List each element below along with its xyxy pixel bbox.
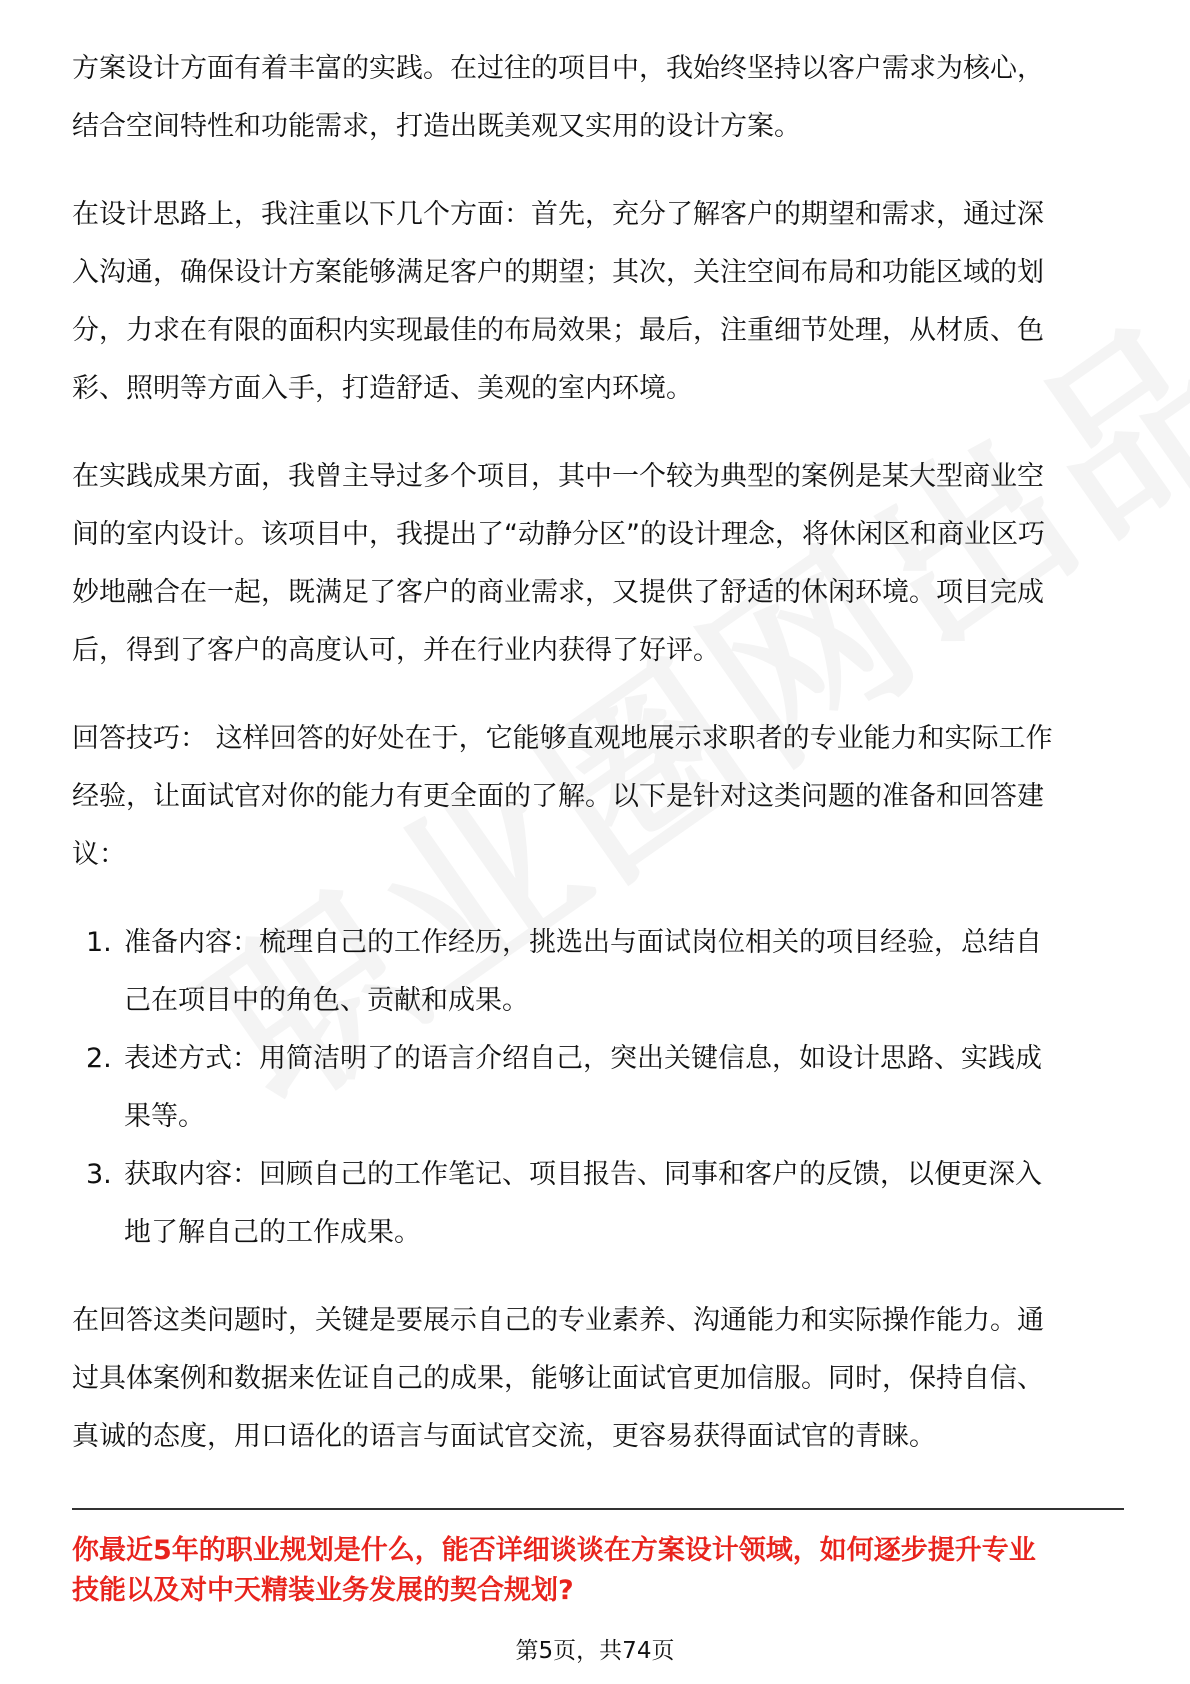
list-number: 2. — [86, 1043, 112, 1074]
next-question — [72, 1531, 1122, 1611]
list-item — [72, 914, 1122, 1030]
paragraph-design-approach — [72, 186, 1122, 418]
text-line: 议： — [72, 839, 126, 870]
answer-body — [72, 40, 1122, 1496]
text-line: 在回答这类问题时，关键是要展示自己的专业素养、沟通能力和实际操作能力。通 — [72, 1305, 1044, 1336]
text-line: 地了解自己的工作成果。 — [124, 1217, 421, 1248]
page-number: 第5页，共74页 — [515, 1638, 675, 1664]
text-line: 技能以及对中天精装业务发展的契合规划? — [72, 1575, 574, 1606]
text-line: 过具体案例和数据来佐证自己的成果，能够让面试官更加信服。同时，保持自信、 — [72, 1363, 1044, 1394]
paragraph-closing — [72, 1292, 1122, 1466]
paragraph-answer-tips — [72, 710, 1122, 884]
list-number: 3. — [86, 1159, 112, 1190]
text-line: 在设计思路上，我注重以下几个方面：首先，充分了解客户的期望和需求，通过深 — [72, 199, 1044, 230]
text-line: 表述方式：用简洁明了的语言介绍自己，突出关键信息，如设计思路、实践成 — [124, 1043, 1042, 1074]
text-line: 准备内容：梳理自己的工作经历，挑选出与面试岗位相关的项目经验，总结自 — [124, 927, 1042, 958]
list-number: 1. — [86, 927, 112, 958]
text-line: 后，得到了客户的高度认可，并在行业内获得了好评。 — [72, 635, 720, 666]
text-line: 己在项目中的角色、贡献和成果。 — [124, 985, 529, 1016]
text-line: 入沟通，确保设计方案能够满足客户的期望；其次，关注空间布局和功能区域的划 — [72, 257, 1044, 288]
text-line: 获取内容：回顾自己的工作笔记、项目报告、同事和客户的反馈，以便更深入 — [124, 1159, 1042, 1190]
text-line: 妙地融合在一起，既满足了客户的商业需求，又提供了舒适的休闲环境。项目完成 — [72, 577, 1044, 608]
divider — [72, 1508, 1124, 1510]
text-line: 经验，让面试官对你的能力有更全面的了解。以下是针对这类问题的准备和回答建 — [72, 781, 1044, 812]
text-line: 回答技巧： 这样回答的好处在于，它能够直观地展示求职者的专业能力和实际工作 — [72, 723, 1053, 754]
tips-list — [72, 914, 1122, 1262]
text-line: 结合空间特性和功能需求，打造出既美观又实用的设计方案。 — [72, 111, 801, 142]
text-line: 真诚的态度，用口语化的语言与面试官交流，更容易获得面试官的青睐。 — [72, 1421, 936, 1452]
text-line: 你最近5年的职业规划是什么，能否详细谈谈在方案设计领域，如何逐步提升专业 — [72, 1535, 1036, 1566]
text-line: 彩、照明等方面入手，打造舒适、美观的室内环境。 — [72, 373, 693, 404]
paragraph-practice — [72, 40, 1122, 156]
text-line: 间的室内设计。该项目中，我提出了“动静分区”的设计理念，将休闲区和商业区巧 — [72, 519, 1045, 550]
paragraph-results — [72, 448, 1122, 680]
text-line: 在实践成果方面，我曾主导过多个项目，其中一个较为典型的案例是某大型商业空 — [72, 461, 1044, 492]
text-line: 分，力求在有限的面积内实现最佳的布局效果；最后，注重细节处理，从材质、色 — [72, 315, 1044, 346]
list-item — [72, 1146, 1122, 1262]
text-line: 果等。 — [124, 1101, 205, 1132]
text-line: 方案设计方面有着丰富的实践。在过往的项目中，我始终坚持以客户需求为核心， — [72, 53, 1044, 84]
list-item — [72, 1030, 1122, 1146]
